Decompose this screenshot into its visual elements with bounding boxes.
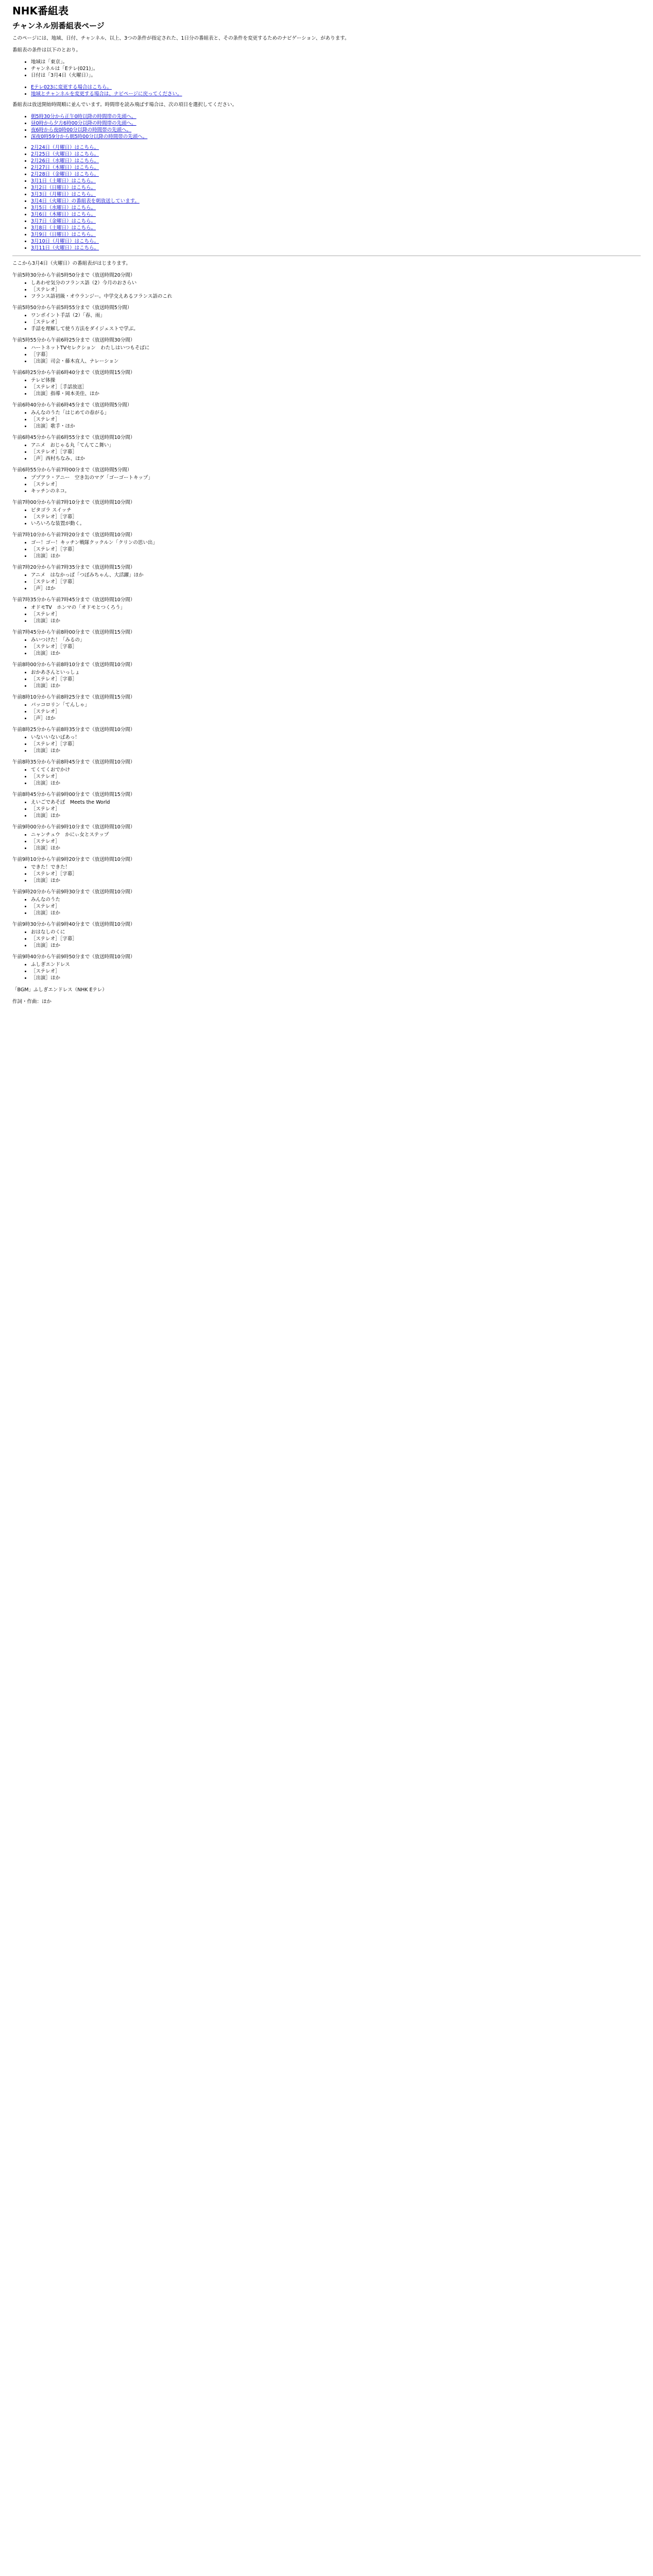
date-nav-item[interactable] — [31, 198, 641, 205]
program-detail-line: • ［ステレオ］［字幕］ — [31, 936, 641, 942]
date-nav-item-link[interactable]: 2月27日（木曜日）はこちら。 — [31, 165, 99, 171]
program-details — [12, 507, 641, 527]
program-entry — [12, 499, 641, 527]
program-entry — [12, 564, 641, 592]
program-detail-line: • ワンポイント手話（2）「春、雨」 — [31, 312, 641, 319]
condition-item: • 地域は「東京」。 — [31, 59, 641, 65]
footer-line: 作詞・作曲：ほか — [12, 999, 52, 1005]
program-detail-line: • オドモTV ホンマの「オドモとつくろう」 — [31, 604, 641, 611]
date-nav-item-link[interactable]: 2月25日（火曜日）はこちら。 — [31, 151, 99, 157]
program-detail-line: • ［ステレオ］［手話放送］ — [31, 384, 641, 391]
program-detail-line: • ［ステレオ］ — [31, 708, 641, 715]
program-detail-line: • いないいないばあっ！ — [31, 734, 641, 741]
date-nav-item[interactable] — [31, 184, 641, 191]
time-nav-item[interactable] — [31, 120, 641, 127]
date-nav-item-link[interactable]: 3月6日（木曜日）はこちら。 — [31, 212, 96, 217]
program-detail-line: • えいごであそぼ Meets the World — [31, 799, 641, 806]
date-nav-item[interactable] — [31, 211, 641, 218]
program-details — [12, 832, 641, 852]
program-detail-line: • アニメ おじゃる丸「てんてこ舞い」 — [31, 442, 641, 449]
date-nav-item[interactable] — [31, 225, 641, 231]
program-detail-line: • できた！できた！ — [31, 864, 641, 871]
page — [0, 0, 653, 1010]
program-detail-line: • ふしぎエンドレス — [31, 961, 641, 968]
program-time: 午前7時00分から午前7時10分まで（放送時間10分間） — [12, 500, 135, 505]
program-detail-line: • ［出演］ほか — [31, 812, 641, 819]
program-detail-line: • ［ステレオ］ — [31, 481, 641, 488]
program-details — [12, 539, 641, 560]
program-detail-line: • みんなのうた「はじめての春がる」 — [31, 410, 641, 416]
date-nav — [12, 144, 641, 251]
page-title: NHK番組表 — [12, 5, 68, 17]
program-details — [12, 767, 641, 787]
program-detail-line: • ［ステレオ］ — [31, 416, 641, 423]
date-nav-item-link[interactable]: 3月3日（月曜日）はこちら。 — [31, 192, 96, 197]
program-details — [12, 702, 641, 722]
program-time: 午前8時35分から午前8時45分まで（放送時間10分間） — [12, 759, 135, 765]
program-detail-line: • ［ステレオ］ — [31, 968, 641, 975]
date-nav-item-link[interactable]: 2月28日（金曜日）はこちら。 — [31, 172, 99, 177]
program-detail-line: • ［出演］ほか — [31, 683, 641, 689]
program-detail-line: • フランス語初級・オウランジー。中学交えあるフランス語のこれ — [31, 293, 641, 300]
program-entry — [12, 856, 641, 884]
time-nav-heading: 番組表は放送開始時間順に並んでいます。時間帯を読み飛ばす場合は、次の項目を選択してください。 — [12, 102, 237, 108]
program-detail-line: • ゴー！ゴー！キッチン戦隊クックルン「クリンの思い出」 — [31, 539, 641, 546]
program-time: 午前8時00分から午前8時10分まで（放送時間10分間） — [12, 662, 135, 668]
program-details — [12, 474, 641, 495]
conditions-heading: 番組表の条件は以下のとおり。 — [12, 47, 81, 53]
program-entry — [12, 402, 641, 430]
time-nav-item[interactable] — [31, 127, 641, 133]
date-nav-item[interactable] — [31, 205, 641, 211]
program-details — [12, 410, 641, 430]
program-time: 午前8時10分から午前8時25分まで（放送時間15分間） — [12, 694, 135, 700]
program-details — [12, 669, 641, 689]
program-detail-line: • しあわせ気分のフランス語（2）今月のおさらい — [31, 280, 641, 286]
program-time: 午前9時10分から午前9時20分まで（放送時間10分間） — [12, 857, 135, 862]
program-detail-line: • テレビ体操 — [31, 377, 641, 384]
date-nav-item-link[interactable]: 3月5日（水曜日）はこちら。 — [31, 205, 96, 211]
program-detail-line: • ［ステレオ］［字幕］ — [31, 871, 641, 877]
program-details — [12, 929, 641, 949]
program-detail-line: • ［ステレオ］ — [31, 319, 641, 326]
program-entry — [12, 726, 641, 754]
program-time: 午前6時45分から午前6時55分まで（放送時間10分間） — [12, 435, 135, 440]
program-detail-line: • ［ステレオ］ — [31, 838, 641, 845]
program-detail-line: • ［出演］ほか — [31, 845, 641, 852]
time-nav-item[interactable] — [31, 113, 641, 120]
date-nav-item-link[interactable]: 3月4日（火曜日）の番組表を朝放送しています。 — [31, 198, 140, 204]
program-details — [12, 637, 641, 657]
program-detail-line: • パッコロリン「てんしゃ」 — [31, 702, 641, 708]
program-entry — [12, 662, 641, 689]
time-nav-item-link[interactable]: 深夜0時59分から朝5時00分以降の時間帯の先頭へ。 — [31, 134, 148, 140]
program-time: 午前9時30分から午前9時40分まで（放送時間10分間） — [12, 922, 135, 927]
program-entry — [12, 954, 641, 981]
program-entry — [12, 337, 641, 365]
program-detail-line: • ［ステレオ］［字幕］ — [31, 676, 641, 683]
program-detail-line: • ［ステレオ］［字幕］ — [31, 514, 641, 520]
program-entry — [12, 791, 641, 819]
program-detail-line: • ［ステレオ］ — [31, 611, 641, 618]
program-details — [12, 896, 641, 917]
program-detail-line: • てくてくおでかけ — [31, 767, 641, 773]
program-detail-line: • ［ステレオ］ — [31, 806, 641, 812]
program-time: 午前9時20分から午前9時30分まで（放送時間10分間） — [12, 889, 135, 895]
date-nav-item[interactable] — [31, 191, 641, 198]
program-detail-line: • ［ステレオ］［字幕］ — [31, 741, 641, 748]
condition-item: • 日付は「3月4日（火曜日）」。 — [31, 72, 641, 79]
date-nav-item-link[interactable]: 3月8日（土曜日）はこちら。 — [31, 225, 96, 231]
program-detail-line: • ［ステレオ］［字幕］ — [31, 449, 641, 455]
program-detail-line: • ［ステレオ］ — [31, 286, 641, 293]
program-details — [12, 864, 641, 884]
program-detail-line: • アニメ はなかっぱ「つぼみちゃん、大活躍」ほか — [31, 572, 641, 579]
list-heading: ここから3月4日（火曜日）の番組表がはじまります。 — [12, 261, 131, 266]
change-link-item-link[interactable]: 地域とチャンネルを変更する場合は、ナビページに戻ってください。 — [31, 91, 182, 97]
program-entry — [12, 304, 641, 332]
program-detail-line: • 手話を理解して使う方法をダイジェストで学ぶ。 — [31, 326, 641, 332]
time-nav — [12, 113, 641, 140]
time-nav-item[interactable] — [31, 133, 641, 140]
program-detail-line: • ［ステレオ］［字幕］ — [31, 643, 641, 650]
program-list — [12, 272, 641, 981]
date-nav-item-link[interactable]: 3月10日（月曜日）はこちら。 — [31, 239, 99, 244]
program-detail-line: • ［出演］ほか — [31, 618, 641, 624]
program-detail-line: • ［出演］指導・岡本美佳、ほか — [31, 391, 641, 397]
program-entry — [12, 921, 641, 949]
program-time: 午前6時25分から午前6時40分まで（放送時間15分間） — [12, 370, 135, 376]
page-subtitle: チャンネル別番組表ページ — [12, 21, 105, 30]
program-details — [12, 961, 641, 981]
program-detail-line: • ［ステレオ］［字幕］ — [31, 546, 641, 553]
date-nav-item-link[interactable]: 3月7日（金曜日）はこちら。 — [31, 218, 96, 224]
program-detail-line: • ピタゴラ スイッチ — [31, 507, 641, 514]
time-nav-item-link[interactable]: 朝5時30分から正午0時以降の時間帯の先頭へ。 — [31, 114, 136, 120]
date-nav-item[interactable] — [31, 151, 641, 158]
program-detail-line: • ハートネットTVセレクション わたしはいつもそばに — [31, 345, 641, 351]
date-nav-item[interactable] — [31, 218, 641, 225]
program-details — [12, 604, 641, 624]
program-detail-line: • ［出演］ほか — [31, 877, 641, 884]
program-detail-line: • ププアラ・アニー 空き缶のマグ「ゴーゴートキップ」 — [31, 474, 641, 481]
program-detail-line: • ［ステレオ］［字幕］ — [31, 579, 641, 585]
program-detail-line: • ［出演］ほか — [31, 910, 641, 917]
program-details — [12, 345, 641, 365]
program-detail-line: • みいつけた！「みるの」 — [31, 637, 641, 643]
program-entry — [12, 369, 641, 397]
program-detail-line: • ［出演］ほか — [31, 748, 641, 754]
program-entry — [12, 759, 641, 787]
program-entry — [12, 597, 641, 624]
date-nav-item[interactable] — [31, 178, 641, 184]
program-details — [12, 572, 641, 592]
date-nav-item[interactable] — [31, 164, 641, 171]
date-nav-item-link[interactable]: 2月24日（月曜日）はこちら。 — [31, 145, 99, 150]
program-time: 午前5時30分から午前5時50分まで（放送時間20分間） — [12, 273, 135, 278]
program-detail-line: • おかあさんといっしょ — [31, 669, 641, 676]
change-link-item-link[interactable]: Eテレ023に変更する場合はこちら。 — [31, 84, 112, 90]
program-time: 午前7時20分から午前7時35分まで（放送時間15分間） — [12, 565, 135, 570]
program-detail-line: • おはなしのくに — [31, 929, 641, 936]
program-time: 午前6時55分から午前7時00分まで（放送時間5分間） — [12, 467, 132, 473]
program-detail-line: • ニャンチュウ かにぃ女とステップ — [31, 832, 641, 838]
intro-text: このページには、地域、日付、チャンネル、以上、3つの条件が指定された、1日分の番組表と、その条件を変更するためのナビゲーション、があります。 — [12, 36, 350, 41]
program-detail-line: • ［出演］ほか — [31, 942, 641, 949]
program-detail-line: • ［出演］歌手・ほか — [31, 423, 641, 430]
program-detail-line: • ［出演］司会・藤木直人、ナレーション — [31, 358, 641, 365]
program-entry — [12, 434, 641, 462]
program-details — [12, 280, 641, 300]
program-details — [12, 799, 641, 819]
condition-item: • チャンネルは「Eテレ(021)」。 — [31, 65, 641, 72]
program-detail-line: • ［出演］ほか — [31, 650, 641, 657]
program-detail-line: • ［出演］ほか — [31, 975, 641, 981]
program-detail-line: • ［声］ほか — [31, 585, 641, 592]
program-detail-line: • ［声］西村ちなみ、ほか — [31, 455, 641, 462]
change-links — [12, 84, 641, 97]
program-time: 午前7時35分から午前7時45分まで（放送時間10分間） — [12, 597, 135, 603]
date-nav-item-link[interactable]: 3月11日（火曜日）はこちら。 — [31, 245, 99, 251]
date-nav-item[interactable] — [31, 238, 641, 245]
program-entry — [12, 532, 641, 560]
program-detail-line: • ［ステレオ］ — [31, 773, 641, 780]
program-entry — [12, 694, 641, 722]
program-detail-line: • キッチンのネコ。 — [31, 488, 641, 495]
program-detail-line: • いろいろな装置が動く。 — [31, 520, 641, 527]
program-details — [12, 442, 641, 462]
conditions-list — [12, 59, 641, 79]
date-nav-item[interactable] — [31, 231, 641, 238]
program-time: 午前9時40分から午前9時50分まで（放送時間10分間） — [12, 954, 135, 960]
program-detail-line: • ［出演］ほか — [31, 780, 641, 787]
program-detail-line: • ［ステレオ］ — [31, 903, 641, 910]
date-nav-item-link[interactable]: 3月9日（日曜日）はこちら。 — [31, 232, 96, 238]
program-time: 午前7時10分から午前7時20分まで（放送時間10分間） — [12, 532, 135, 538]
program-detail-line: • ［声］ほか — [31, 715, 641, 722]
date-nav-item[interactable] — [31, 171, 641, 178]
program-details — [12, 312, 641, 332]
program-entry — [12, 629, 641, 657]
footer-heading: 「BGM」ふしぎエンドレス（NHK Eテレ） — [12, 987, 107, 993]
program-time: 午前7時45分から午前8時00分まで（放送時間15分間） — [12, 630, 135, 635]
date-nav-item-link[interactable]: 3月1日（土曜日）はこちら。 — [31, 178, 96, 184]
program-time: 午前8時25分から午前8時35分まで（放送時間10分間） — [12, 727, 135, 733]
time-nav-item-link[interactable]: 昼0時から夕方6時00分以降の時間帯の先頭へ。 — [31, 121, 136, 126]
program-entry — [12, 824, 641, 852]
program-detail-line: • ［字幕］ — [31, 351, 641, 358]
program-detail-line: • ［出演］ほか — [31, 553, 641, 560]
change-link-item[interactable] — [31, 91, 641, 97]
date-nav-item-link[interactable]: 2月26日（水曜日）はこちら。 — [31, 158, 99, 164]
program-time: 午前5時55分から午前6時25分まで（放送時間30分間） — [12, 337, 135, 343]
program-time: 午前6時40分から午前6時45分まで（放送時間5分間） — [12, 402, 132, 408]
program-time: 午前9時00分から午前9時10分まで（放送時間10分間） — [12, 824, 135, 830]
change-link-item[interactable] — [31, 84, 641, 91]
footer — [12, 987, 641, 1005]
program-details — [12, 377, 641, 397]
date-nav-item[interactable] — [31, 245, 641, 251]
time-nav-item-link[interactable]: 夜6時から夜0時00分以降の時間帯の先頭へ。 — [31, 127, 132, 133]
program-entry — [12, 272, 641, 300]
date-nav-item-link[interactable]: 3月2日（日曜日）はこちら。 — [31, 185, 96, 191]
program-entry — [12, 889, 641, 917]
program-time: 午前5時50分から午前5時55分まで（放送時間5分間） — [12, 305, 132, 311]
program-time: 午前8時45分から午前9時00分まで（放送時間15分間） — [12, 792, 135, 798]
date-nav-item[interactable] — [31, 158, 641, 164]
date-nav-item[interactable] — [31, 144, 641, 151]
program-entry — [12, 467, 641, 495]
program-details — [12, 734, 641, 754]
program-detail-line: • みんなのうた — [31, 896, 641, 903]
